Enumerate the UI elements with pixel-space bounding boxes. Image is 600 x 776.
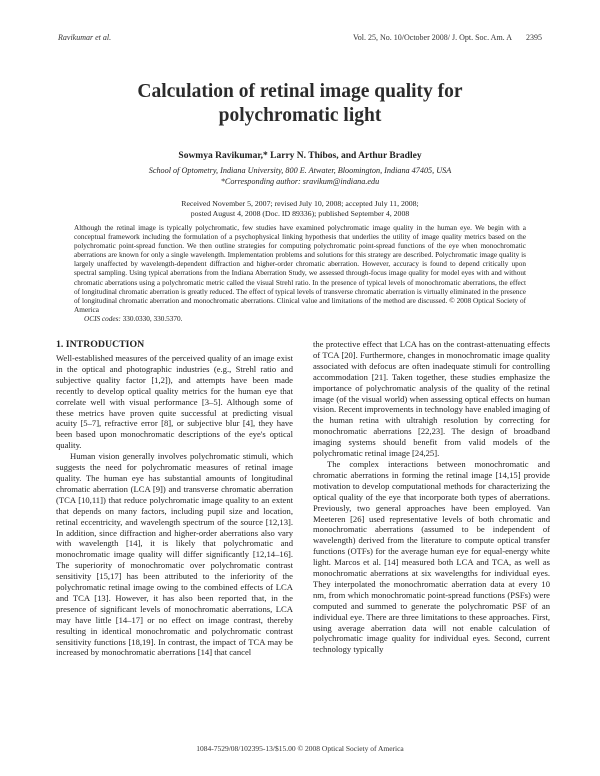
affiliation-address: School of Optometry, Indiana University, 800 E. Atwater, Bloomington, Indiana 47405, USA [148,166,452,175]
ocis-codes [84,315,526,324]
page-footer: 1084-7529/08/102395-13/$15.00 © 2008 Optical Society of America [196,744,404,753]
dates-line-1: Received November 5, 2007; revised July 10, 2008; accepted July 11, 2008; [181,199,419,208]
intro-paragraph-1: Well-established measures of the perceived quality of an image exist in the optical and photographic industries (e.g., Strehl ratio and subjective quality factor [1,2]), and attempts have been made recently to develop optical quality metrics for the human eye that correlate well with visual performance [3–5]. Although some of these metrics have proven quite successful at predicting visual acuity [5–7], refractive error [8], or subjective blur [4], they have been based upon monochromatic descriptions of the eye's optical quality. [56,353,293,451]
publication-dates [58,199,542,219]
affiliation [58,166,542,187]
title-line-2: polychromatic light [218,105,382,126]
corresponding-author: *Corresponding author: sravikum@indiana.edu [220,176,380,186]
intro-paragraph-2: Human vision generally involves polychromatic stimuli, which suggests the need for polychromatic measures of retinal image quality. The human eye has substantial amounts of longitudinal chromatic aberration (LCA [9]) and transverse chromatic aberration (TCA [10,11]) that reduce polychromatic image quality to an extent that depends on many factors, including pupil size and location, retinal eccentricity, and wavelength spectrum of the source [12,13]. In addition, since diffraction and higher-order aberrations also vary with wavelength [14], it is likely that polychromatic and monochromatic image quality will differ significantly [12,14–16]. The superiority of monochromatic over polychromatic contrast sensitivity [15,17] has been attributed to the inferiority of the polychromatic retinal image owing to the combined effects of LCA and TCA [13]. However, it has also been reported that, in the presence of significant levels of monochromatic aberrations, LCA may have little [14–17] or no effect on image contrast, thereby resulting in identical monochromatic and polychromatic contrast sensitivity functions [18,19]. In contrast, the impact of TCA may be increased by monochromatic aberrations [14] that cancel [56,451,293,658]
paper-title [58,80,542,128]
abstract-text: Although the retinal image is typically polychromatic, few studies have examined polychromatic image quality in the human eye. We begin with a conceptual framework including the formulation of a psychophysical linking hypothesis that underlies the utility of image quality metrics based on the polychromatic point-spread function. We then outline strategies for computing polychromatic point-spread functions of the eye when monochromatic aberrations are known for only a single wavelength. Implementation problems and solutions for this strategy are described. Polychromatic image quality is largely unaffected by wavelength-dependent diffraction and higher-order chromatic aberration. However, accuracy is found to depend critically upon spectral sampling. Using typical aberrations from the Indiana Aberration Study, we assessed through-focus image quality for model eyes with and without chromatic aberrations using a polychromatic metric called the visual Strehl ratio. In the presence of typical levels of monochromatic aberrations, the effect of longitudinal chromatic aberration is greatly reduced. The effect of typical levels of transverse chromatic aberration is virtually eliminated in the presence of longitudinal chromatic aberration and monochromatic aberrations. Clinical value and limitations of the method are discussed. © 2008 Optical Society of America [74,224,526,314]
intro-paragraph-4: The complex interactions between monochromatic and chromatic aberrations in forming the retinal image [14,15] provide motivation to develop computational methods for characterizing the optical quality of the eye that incorporate both types of aberrations. Previously, two general approaches have been employed. Van Meeteren [26] used representative levels of both chromatic and monochromatic aberrations (assumed to be independent of wavelength) derived from the literature to compute optical transfer functions (OTFs) for the average human eye for equal-energy white light. Marcos et al. [14] measured both LCA and TCA, as well as monochromatic aberrations at six wavelengths for individual eyes. They interpolated the monochromatic aberration data at every 10 nm, from which monochromatic point-spread functions (PSFs) were computed and summed to generate the polychromatic PSF of an individual eye. There are three limitations to these approaches. First, using average aberration data will not enable calculation of polychromatic image quality for individual eyes. Second, current technology typically [313,458,550,655]
running-head-journal: Vol. 25, No. 10/October 2008/ J. Opt. Soc. Am. A [353,33,512,42]
page-number: 2395 [526,33,542,42]
intro-paragraph-3: the protective effect that LCA has on the contrast-attenuating effects of TCA [20]. Furthermore, changes in monochromatic image quality associated with defocus are often inadequate stimuli for controlling accommodation [21]. Taken together, these studies emphasize the importance of polychromatic analysis of the quality of the retinal image (of the visual world) when assessing optical effects on human vision. Recent improvements in technology have enabled imaging of the human retina with ultrahigh resolution by correcting for monochromatic aberrations [22,23]. The design of broadband imaging systems should benefit from valid models of the polychromatic retinal image [24,25]. [313,339,550,459]
abstract [74,224,526,324]
section-heading-introduction: 1. INTRODUCTION [56,339,145,350]
right-column [313,339,550,655]
ocis-values: 330.0330, 330.5370. [122,314,183,323]
running-head-author: Ravikumar et al. [58,33,112,42]
dates-line-2: posted August 4, 2008 (Doc. ID 89336); published September 4, 2008 [190,209,410,218]
left-column [56,339,293,658]
ocis-label: OCIS codes: [84,314,121,323]
title-line-1: Calculation of retinal image quality for [137,81,463,102]
author-list: Sowmya Ravikumar,* Larry N. Thibos, and Arthur Bradley [178,151,422,161]
